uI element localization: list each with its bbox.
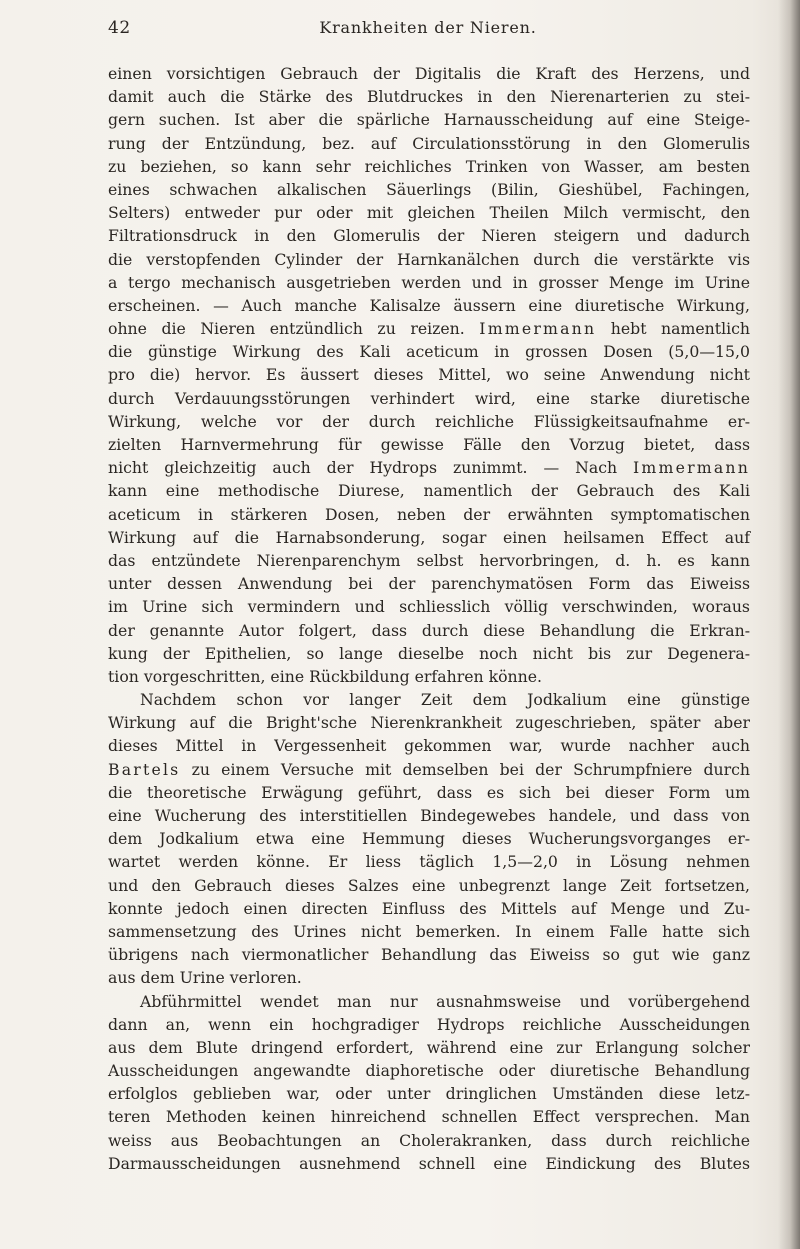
text-line: und den Gebrauch dieses Salzes eine unbegrenzt lange Zeit fortsetzen,	[108, 875, 750, 895]
text-line: kann eine methodische Diurese, namentlich der Gebrauch des Kali	[108, 481, 750, 501]
page-edge-shadow	[778, 0, 800, 1249]
text-line: konnte jedoch einen directen Einfluss des Mittels auf Menge und Zu-	[108, 898, 750, 918]
spaced-author-name: Immermann	[633, 458, 750, 478]
text-line: pro die) hervor. Es äussert dieses Mittel, wo seine Anwendung nicht	[108, 365, 750, 385]
text-line: weiss aus Beobachtungen an Cholerakranken, dass durch reichliche	[108, 1130, 750, 1150]
text-line: der genannte Autor folgert, dass durch diese Behandlung die Erkran-	[108, 620, 750, 640]
text-line: wartet werden könne. Er liess täglich 1,5—2,0 in Lösung nehmen	[108, 852, 750, 872]
text-line: zu beziehen, so kann sehr reichliches Trinken von Wasser, am besten	[108, 156, 750, 176]
text-line: sammensetzung des Urines nicht bemerken. In einem Falle hatte sich	[108, 921, 750, 941]
page-header	[108, 18, 748, 42]
text-line: unter dessen Anwendung bei der parenchymatösen Form das Eiweiss	[108, 574, 750, 594]
text-line: durch Verdauungsstörungen verhindert wird, eine starke diuretische	[108, 388, 750, 408]
text-line: im Urine sich vermindern und schliesslich völlig verschwinden, woraus	[108, 597, 750, 617]
text-line: nicht gleichzeitig auch der Hydrops zunimmt. — Nach Immermann	[108, 458, 750, 478]
spaced-author-name: Bartels	[108, 759, 181, 779]
text-line: Bartels zu einem Versuche mit demselben bei der Schrumpfniere durch	[108, 759, 750, 779]
text-line: Wirkung auf die Bright'sche Nierenkrankheit zugeschrieben, später aber	[108, 713, 750, 733]
text-line: aceticum in stärkeren Dosen, neben der erwähnten symptomatischen	[108, 504, 750, 524]
text-line: das entzündete Nierenparenchym selbst hervorbringen, d. h. es kann	[108, 550, 750, 570]
text-line: ohne die Nieren entzündlich zu reizen. Immermann hebt namentlich	[108, 319, 750, 339]
text-line: eine Wucherung des interstitiellen Bindegewebes handele, und dass von	[108, 806, 750, 825]
text-line: Filtrationsdruck in den Glomerulis der Nieren steigern und dadurch	[108, 226, 750, 246]
text-line: erscheinen. — Auch manche Kalisalze äussern eine diuretische Wirkung,	[108, 295, 750, 315]
text-line: einen vorsichtigen Gebrauch der Digitalis die Kraft des Herzens, und	[108, 64, 750, 83]
text-line: Selters) entweder pur oder mit gleichen Theilen Milch vermischt, den	[108, 203, 750, 223]
text-line: zielten Harnvermehrung für gewisse Fälle den Vorzug bietet, dass	[108, 435, 750, 454]
text-line: erfolglos geblieben war, oder unter dringlichen Umständen diese letz-	[108, 1084, 750, 1104]
text-line: eines schwachen alkalischen Säuerlings (Bilin, Gieshübel, Fachingen,	[108, 179, 750, 199]
text-line: die günstige Wirkung des Kali aceticum in grossen Dosen (5,0—15,0	[108, 342, 750, 362]
text-line: übrigens nach viermonatlicher Behandlung das Eiweiss so gut wie ganz	[108, 945, 750, 965]
paragraph-last-line: aus dem Urine verloren.	[108, 968, 302, 988]
text-line: gern suchen. Ist aber die spärliche Harnausscheidung auf eine Steige-	[108, 110, 750, 130]
text-line: die theoretische Erwägung geführt, dass es sich bei dieser Form um	[108, 782, 750, 802]
running-head: Krankheiten der Nieren.	[319, 18, 537, 37]
text-line: teren Methoden keinen hinreichend schnellen Effect versprechen. Man	[108, 1107, 750, 1127]
text-line: dem Jodkalium etwa eine Hemmung dieses Wucherungsvorganges er-	[108, 829, 750, 849]
spaced-author-name: Immermann	[479, 319, 597, 339]
text-line: aus dem Blute dringend erfordert, während eine zur Erlangung solcher	[108, 1037, 750, 1057]
text-line: Darmausscheidungen ausnehmend schnell eine Eindickung des Blutes	[108, 1153, 750, 1173]
paragraph-first-line: Nachdem schon vor langer Zeit dem Jodkalium eine günstige	[140, 690, 750, 710]
text-line: Wirkung, welche vor der durch reichliche Flüssigkeitsaufnahme er-	[108, 411, 750, 431]
body-text	[108, 62, 750, 1175]
text-line: kung der Epithelien, so lange dieselbe noch nicht bis zur Degenera-	[108, 643, 750, 663]
text-line: Wirkung auf die Harnabsonderung, sogar einen heilsamen Effect auf	[108, 527, 750, 547]
text-line: damit auch die Stärke des Blutdruckes in den Nierenarterien zu stei-	[108, 87, 750, 107]
text-line: dann an, wenn ein hochgradiger Hydrops reichliche Ausscheidungen	[108, 1014, 750, 1034]
text-line: die verstopfenden Cylinder der Harnkanälchen durch die verstärkte vis	[108, 249, 750, 269]
text-line: rung der Entzündung, bez. auf Circulationsstörung in den Glomerulis	[108, 133, 750, 153]
text-line: a tergo mechanisch ausgetrieben werden und in grosser Menge im Urine	[108, 272, 750, 292]
page-number: 42	[108, 18, 131, 38]
paragraph-last-line: tion vorgeschritten, eine Rückbildung erfahren könne.	[108, 666, 542, 686]
text-line: dieses Mittel in Vergessenheit gekommen war, wurde nachher auch	[108, 736, 750, 756]
paragraph-first-line: Abführmittel wendet man nur ausnahmsweise und vorübergehend	[140, 991, 750, 1011]
text-line: Ausscheidungen angewandte diaphoretische oder diuretische Behandlung	[108, 1061, 750, 1081]
